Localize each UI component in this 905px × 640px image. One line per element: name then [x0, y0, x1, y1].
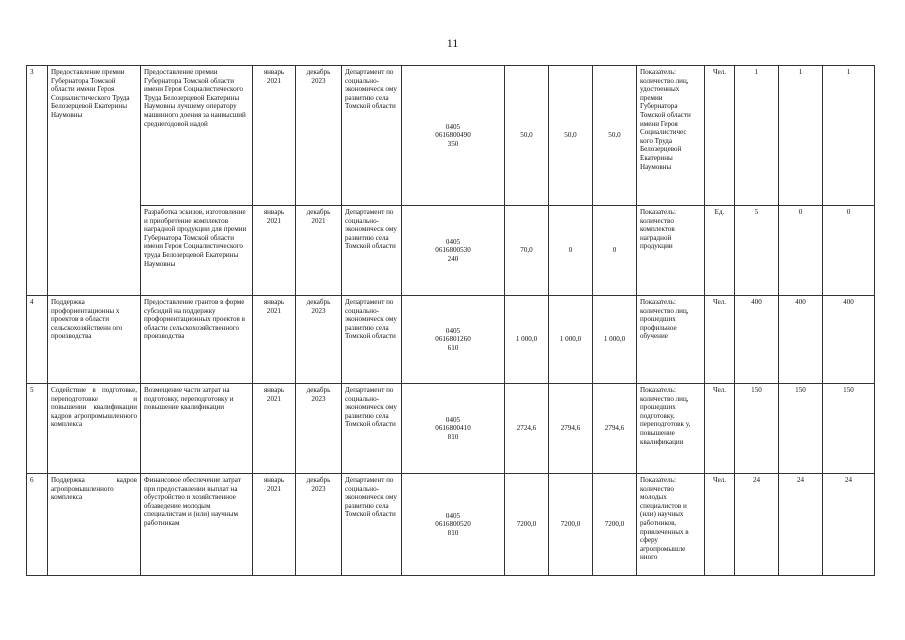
indicator-year-1: 150 — [735, 384, 779, 474]
amount-year-1: 50,0 — [505, 66, 549, 206]
amount-year-1: 70,0 — [505, 206, 549, 296]
indicator-year-3: 24 — [823, 474, 875, 576]
amount-year-3: 1 000,0 — [593, 296, 637, 384]
table-row — [27, 296, 875, 384]
indicator-text: Показатель: количество молодых специалистов и (или) научных работников, привлеченных в сферу агропромышле нного — [637, 474, 705, 576]
indicator-year-2: 400 — [779, 296, 823, 384]
table-row — [27, 474, 875, 576]
indicator-unit: Чел. — [705, 384, 735, 474]
event-name: Поддержка кадров агропромышленного комплекса — [48, 474, 141, 576]
indicator-year-1: 5 — [735, 206, 779, 296]
indicator-text: Показатель: количество лиц, прошедших профильное обучение — [637, 296, 705, 384]
action-text: Предоставление грантов в форме субсидий на поддержку профориентационных проектов в области сельскохозяйственного производства — [141, 296, 253, 384]
amount-year-2: 2794,6 — [549, 384, 593, 474]
amount-year-3: 2794,6 — [593, 384, 637, 474]
end-date: декабрь 2021 — [296, 206, 342, 296]
row-number: 6 — [27, 474, 48, 576]
budget-code: 0405 0616800410 810 — [402, 384, 505, 474]
action-text: Предоставление премии Губернатора Томской области имени Героя Социалистического Труда Белозерцевой Екатерины Наумовны лучшему оператору машинного доения за наивысший среднегодовой надой — [141, 66, 253, 206]
amount-year-2: 50,0 — [549, 66, 593, 206]
action-text: Финансовое обеспечение затрат при предоставлении выплат на обустройство и хозяйственное обзаведение молодым специалистам и (или) научным работникам — [141, 474, 253, 576]
start-date: январь 2021 — [253, 384, 296, 474]
executor: Департамент по социально-экономическ ому развитию села Томской области — [342, 206, 402, 296]
row-number: 4 — [27, 296, 48, 384]
budget-code: 0405 0616800520 810 — [402, 474, 505, 576]
executor: Департамент по социально-экономическ ому развитию села Томской области — [342, 296, 402, 384]
budget-code: 0405 0616800530 240 — [402, 206, 505, 296]
indicator-year-2: 1 — [779, 66, 823, 206]
program-table — [26, 65, 875, 576]
start-date: январь 2021 — [253, 206, 296, 296]
indicator-year-1: 24 — [735, 474, 779, 576]
end-date: декабрь 2023 — [296, 296, 342, 384]
budget-code: 0405 0616801260 610 — [402, 296, 505, 384]
indicator-year-2: 0 — [779, 206, 823, 296]
start-date: январь 2021 — [253, 66, 296, 206]
indicator-year-3: 400 — [823, 296, 875, 384]
indicator-text: Показатель: количество лиц, прошедших подготовку, переподготовк у, повышение квалификации — [637, 384, 705, 474]
start-date: январь 2021 — [253, 474, 296, 576]
table-row — [27, 66, 875, 206]
amount-year-2: 1 000,0 — [549, 296, 593, 384]
amount-year-3: 0 — [593, 206, 637, 296]
action-text: Возмещение части затрат на подготовку, переподготовку и повышение квалификации — [141, 384, 253, 474]
end-date: декабрь 2023 — [296, 474, 342, 576]
budget-code: 0405 0616800490 350 — [402, 66, 505, 206]
end-date: декабрь 2023 — [296, 66, 342, 206]
amount-year-3: 50,0 — [593, 66, 637, 206]
indicator-unit: Чел. — [705, 296, 735, 384]
row-number: 5 — [27, 384, 48, 474]
event-name: Содействие в подготовке, переподготовке и повышении квалификации кадров агропромышленного комплекса — [48, 384, 141, 474]
indicator-year-3: 0 — [823, 206, 875, 296]
table-row — [27, 384, 875, 474]
indicator-year-3: 1 — [823, 66, 875, 206]
indicator-unit: Чел. — [705, 474, 735, 576]
indicator-year-2: 150 — [779, 384, 823, 474]
indicator-text: Показатель: количество лиц, удостоенных премии Губернатора Томской области имени Героя Социалистичес кого Труда Белозерцевой Екатерины Наумовны — [637, 66, 705, 206]
indicator-unit: Ед. — [705, 206, 735, 296]
amount-year-2: 0 — [549, 206, 593, 296]
end-date: декабрь 2023 — [296, 384, 342, 474]
indicator-year-3: 150 — [823, 384, 875, 474]
executor: Департамент по социально-экономическ ому развитию села Томской области — [342, 384, 402, 474]
indicator-year-1: 1 — [735, 66, 779, 206]
indicator-year-1: 400 — [735, 296, 779, 384]
table-row — [27, 206, 875, 296]
indicator-text: Показатель: количество комплектов наградной продукции — [637, 206, 705, 296]
executor: Департамент по социально-экономическ ому развитию села Томской области — [342, 474, 402, 576]
page-number: 11 — [446, 36, 459, 50]
indicator-year-2: 24 — [779, 474, 823, 576]
amount-year-1: 7200,0 — [505, 474, 549, 576]
indicator-unit: Чел. — [705, 66, 735, 206]
start-date: январь 2021 — [253, 296, 296, 384]
amount-year-3: 7200,0 — [593, 474, 637, 576]
amount-year-1: 2724,6 — [505, 384, 549, 474]
action-text: Разработка эскизов, изготовление и приобретение комплектов наградной продукции для премии Губернатора Томской области имени Героя Социалистического труда Белозерцевой Екатерины Наумовны — [141, 206, 253, 296]
event-name: Поддержка профориентационны х проектов в области сельскохозяйственн ого производства — [48, 296, 141, 384]
amount-year-2: 7200,0 — [549, 474, 593, 576]
row-number: 3 — [27, 66, 48, 296]
event-name: Предоставление премии Губернатора Томской области имени Героя Социалистического Труда Белозерцевой Екатерины Наумовны — [48, 66, 141, 296]
executor: Департамент по социально-экономическ ому развитию села Томской области — [342, 66, 402, 206]
amount-year-1: 1 000,0 — [505, 296, 549, 384]
